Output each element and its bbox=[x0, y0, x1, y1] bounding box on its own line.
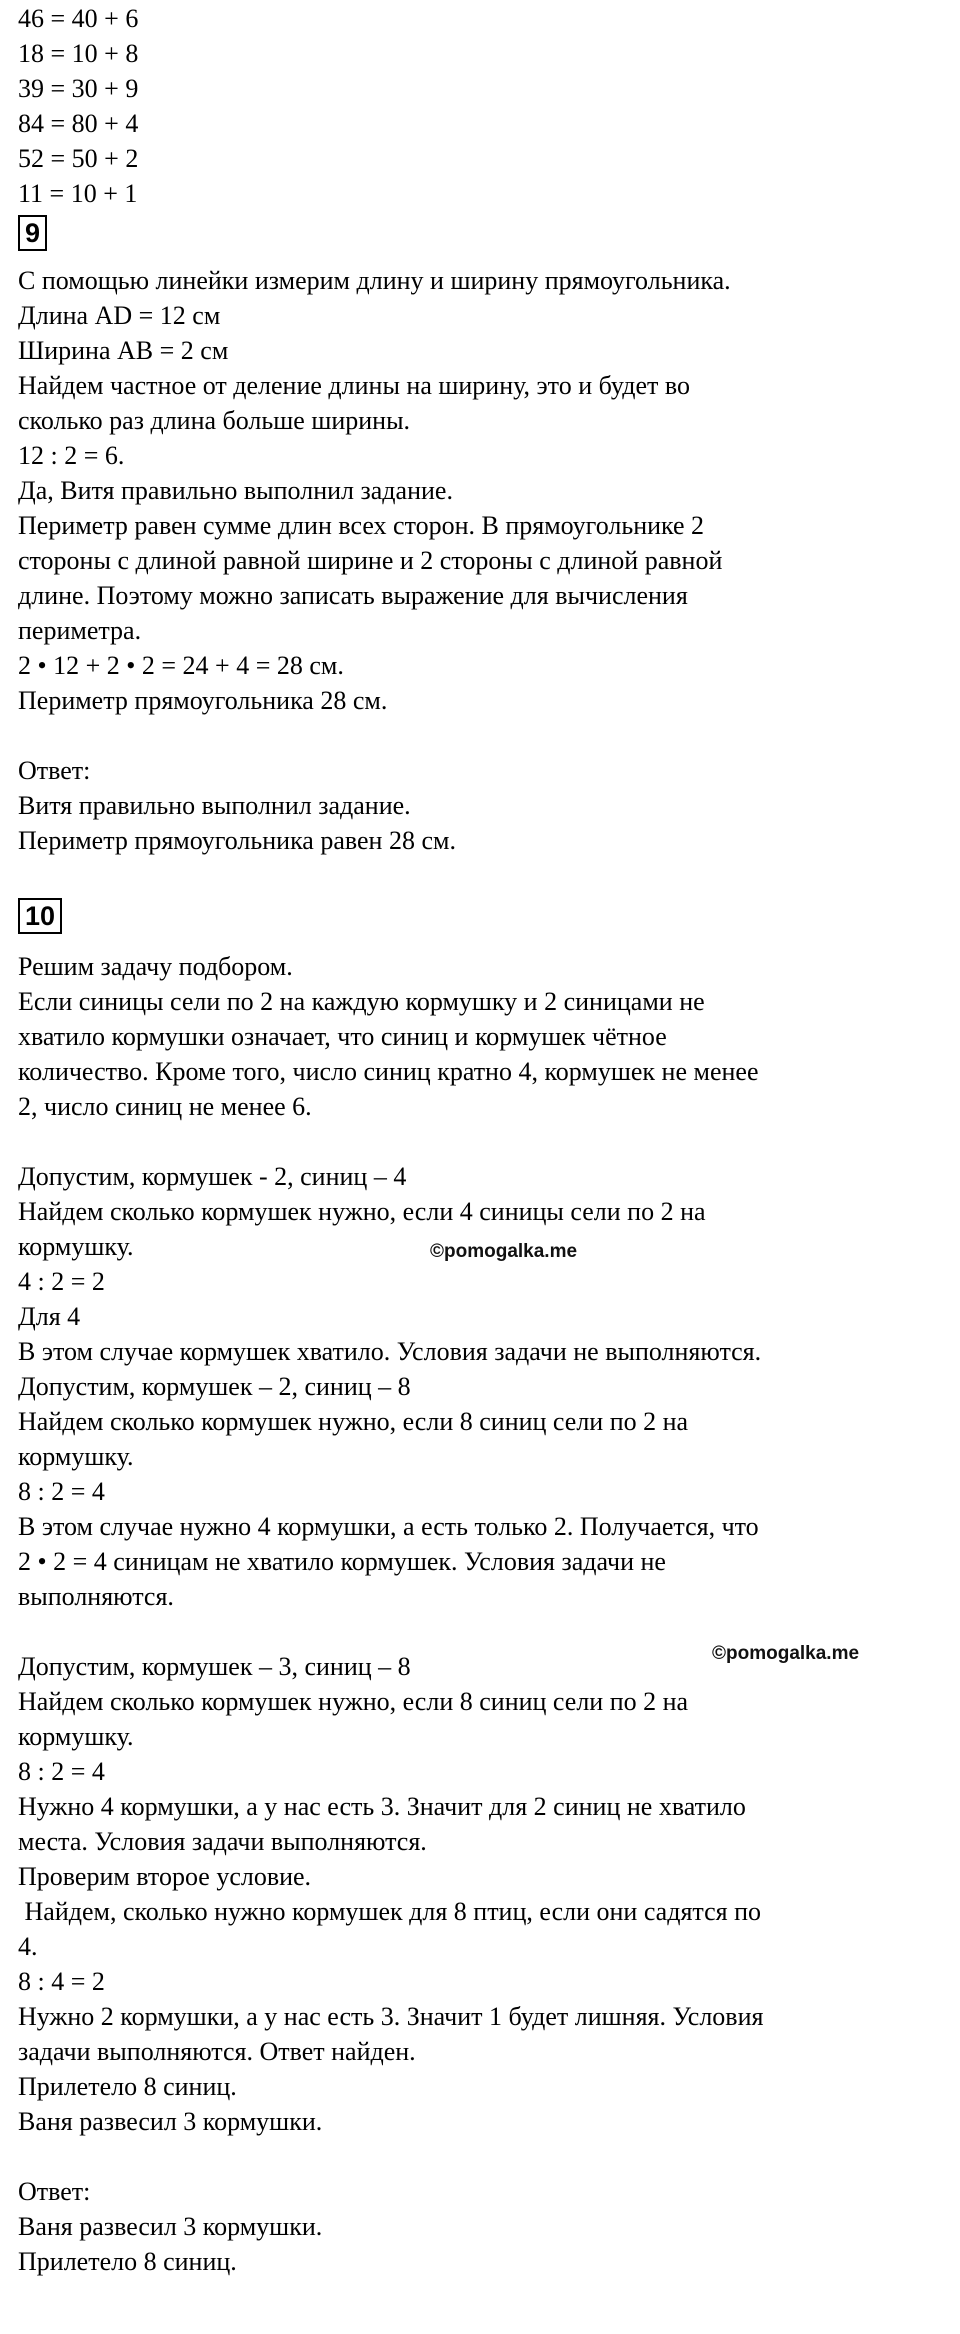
text-line: Допустим, кормушек – 3, синиц – 8 bbox=[18, 1652, 411, 1681]
text-line: 2 • 12 + 2 • 2 = 24 + 4 = 28 см. bbox=[18, 651, 344, 680]
text-line: Длина AD = 12 см bbox=[18, 301, 221, 330]
text-line: 8 : 2 = 4 bbox=[18, 1757, 105, 1786]
text-line: количество. Кроме того, число синиц кратно 4, кормушек не менее bbox=[18, 1057, 759, 1086]
text-line: сколько раз длина больше ширины. bbox=[18, 406, 411, 435]
equation-line: 11 = 10 + 1 bbox=[18, 179, 138, 208]
equation-line: 84 = 80 + 4 bbox=[18, 109, 139, 138]
text-line: периметра. bbox=[18, 616, 142, 645]
answer-line: Прилетело 8 синиц. bbox=[18, 2247, 237, 2276]
text-line: Найдем сколько кормушек нужно, если 4 синицы сели по 2 на bbox=[18, 1197, 706, 1226]
text-line: Проверим второе условие. bbox=[18, 1862, 312, 1891]
text-line: 4 : 2 = 2 bbox=[18, 1267, 105, 1296]
answer-line: Ваня развесил 3 кормушки. bbox=[18, 2212, 323, 2241]
text-line: Если синицы сели по 2 на каждую кормушку и 2 синицами не bbox=[18, 987, 705, 1016]
task-number-9: 9 bbox=[18, 215, 47, 251]
text-line: стороны с длиной равной ширине и 2 стороны с длиной равной bbox=[18, 546, 723, 575]
text-line: Для 4 bbox=[18, 1302, 81, 1331]
text-line: кормушку. bbox=[18, 1442, 134, 1471]
text-line: С помощью линейки измерим длину и ширину прямоугольника. bbox=[18, 266, 731, 295]
text-line: Допустим, кормушек - 2, синиц – 4 bbox=[18, 1162, 407, 1191]
text-line: В этом случае нужно 4 кормушки, а есть только 2. Получается, что bbox=[18, 1512, 759, 1541]
text-line: длине. Поэтому можно записать выражение для вычисления bbox=[18, 581, 688, 610]
equation-line: 39 = 30 + 9 bbox=[18, 74, 139, 103]
text-line: 12 : 2 = 6. bbox=[18, 441, 125, 470]
text-line: 8 : 2 = 4 bbox=[18, 1477, 105, 1506]
text-line: Периметр равен сумме длин всех сторон. В прямоугольнике 2 bbox=[18, 511, 705, 540]
text-line: задачи выполняются. Ответ найден. bbox=[18, 2037, 416, 2066]
text-line: Решим задачу подбором. bbox=[18, 952, 293, 981]
task-number-10: 10 bbox=[18, 898, 62, 934]
text-line: хватило кормушки означает, что синиц и кормушек чётное bbox=[18, 1022, 667, 1051]
text-line: 2, число синиц не менее 6. bbox=[18, 1092, 312, 1121]
answer-label: Ответ: bbox=[18, 756, 91, 785]
text-line: В этом случае кормушек хватило. Условия задачи не выполняются. bbox=[18, 1337, 762, 1366]
text-line: 2 • 2 = 4 синицам не хватило кормушек. Условия задачи не bbox=[18, 1547, 666, 1576]
text-line: Нужно 2 кормушки, а у нас есть 3. Значит 1 будет лишняя. Условия bbox=[18, 2002, 764, 2031]
text-line: места. Условия задачи выполняются. bbox=[18, 1827, 427, 1856]
text-line: Да, Витя правильно выполнил задание. bbox=[18, 476, 453, 505]
text-line: Нужно 4 кормушки, а у нас есть 3. Значит для 2 синиц не хватило bbox=[18, 1792, 746, 1821]
text-line: Найдем сколько кормушек нужно, если 8 синиц сели по 2 на bbox=[18, 1687, 689, 1716]
text-line: Найдем сколько кормушек нужно, если 8 синиц сели по 2 на bbox=[18, 1407, 689, 1436]
text-line: выполняются. bbox=[18, 1582, 174, 1611]
text-line: Ширина AB = 2 см bbox=[18, 336, 229, 365]
answer-line: Периметр прямоугольника равен 28 см. bbox=[18, 826, 456, 855]
text-line: 4. bbox=[18, 1932, 38, 1961]
watermark: ©pomogalka.me bbox=[712, 1643, 860, 1664]
text-line: Прилетело 8 синиц. bbox=[18, 2072, 237, 2101]
equation-line: 18 = 10 + 8 bbox=[18, 39, 139, 68]
equation-line: 46 = 40 + 6 bbox=[18, 4, 139, 33]
text-line: кормушку. bbox=[18, 1722, 134, 1751]
answer-line: Витя правильно выполнил задание. bbox=[18, 791, 411, 820]
text-line: Периметр прямоугольника 28 см. bbox=[18, 686, 388, 715]
text-line: 8 : 4 = 2 bbox=[18, 1967, 105, 1996]
answer-label: Ответ: bbox=[18, 2177, 91, 2206]
watermark: ©pomogalka.me bbox=[430, 1241, 578, 1262]
text-line: Допустим, кормушек – 2, синиц – 8 bbox=[18, 1372, 411, 1401]
equation-line: 52 = 50 + 2 bbox=[18, 144, 139, 173]
text-line: Найдем, сколько нужно кормушек для 8 птиц, если они садятся по bbox=[18, 1897, 762, 1926]
text-line: кормушку. bbox=[18, 1232, 134, 1261]
text-line: Ваня развесил 3 кормушки. bbox=[18, 2107, 323, 2136]
text-line: Найдем частное от деление длины на ширину, это и будет во bbox=[18, 371, 690, 400]
